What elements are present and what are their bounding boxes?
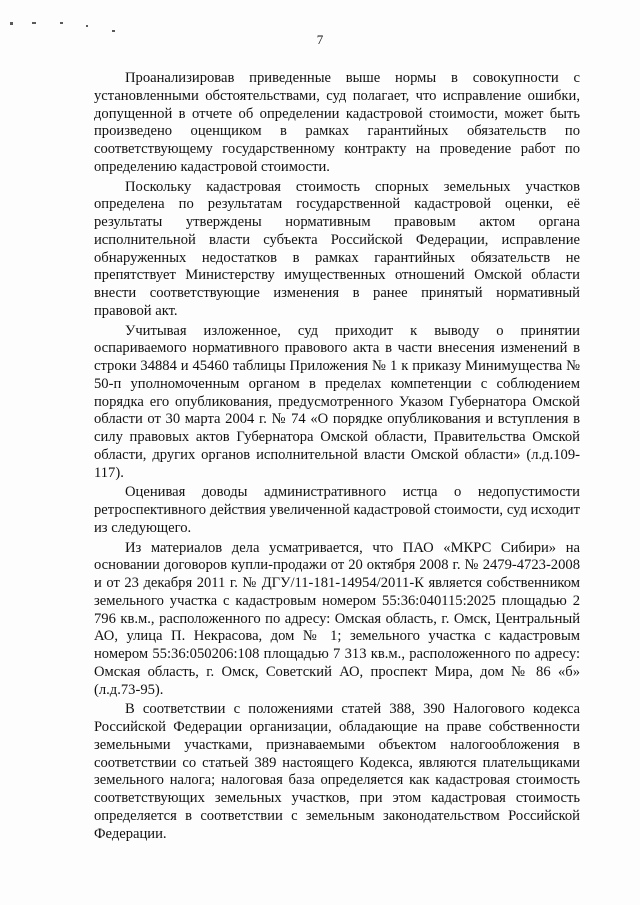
paragraph-4: Оценивая доводы административного истца о недопустимости ретроспективного действия увеличенной кадастровой стоимости, суд исходит из следующего.	[94, 484, 580, 536]
page-number: 7	[316, 32, 324, 47]
document-body	[94, 70, 580, 845]
paragraph-6: В соответствии с положениями статей 388, 390 Налогового кодекса Российской Федерации организации, обладающие на праве собственности земельными участками, признаваемыми объектом налогообложения в соответствии со статьей 389 настоящего Кодекса, являются плательщиками земельного налога; налоговая база определяется как кадастровая стоимость соответствующих земельных участков, при этом кадастровая стоимость определяется в соответствии с земельным законодательством Российской Федерации.	[94, 701, 580, 842]
paragraph-1: Проанализировав приведенные выше нормы в совокупности с установленными обстоятельствами, суд полагает, что исправление ошибки, допущенной в отчете об определении кадастровой стоимости, может быть произведено оценщиком в рамках гарантийных обязательств по соответствующему государственному контракту на проведение работ по определению кадастровой стоимости.	[94, 70, 580, 175]
paragraph-2: Поскольку кадастровая стоимость спорных земельных участков определена по результатам государственной кадастровой оценки, её результаты утверждены нормативным правовым актом органа исполнительной власти субъекта Российской Федерации, исправление обнаруженных недостатков в рамках гарантийных обязательств не препятствует Министерству имущественных отношений Омской области внести соответствующие изменения в ранее принятый нормативный правовой акт.	[94, 178, 580, 319]
paragraph-3: Учитывая изложенное, суд приходит к выводу о принятии оспариваемого нормативного правового акта в части внесения изменений в строки 34884 и 45460 таблицы Приложения № 1 к приказу Минимущества № 50-п уполномоченным органом в пределах компетенции с соблюдением порядка его опубликования, предусмотренного Указом Губернатора Омской области от 30 марта 2004 г. № 74 «О порядке опубликования и вступления в силу правовых актов Губернатора Омской области, Правительства Омской области, других органов исполнительной власти Омской области» (л.д.109-117).	[94, 322, 580, 481]
paragraph-5: Из материалов дела усматривается, что ПАО «МКРС Сибири» на основании договоров купли-продажи от 20 октября 2008 г. № 2479-4723-2008 и от 23 декабря 2011 г. № ДГУ/11-181-14954/2011-К является собственником земельного участка с кадастровым номером 55:36:040115:2025 площадью 2 796 кв.м., расположенного по адресу: Омская область, г. Омск, Центральный АО, улица П. Некрасова, дом № 1; земельного участка с кадастровым номером 55:36:050206:108 площадью 7 313 кв.м., расположенного по адресу: Омская область, г. Омск, Советский АО, проспект Мира, дом № 86 «б» (л.д.73-95).	[94, 539, 580, 698]
